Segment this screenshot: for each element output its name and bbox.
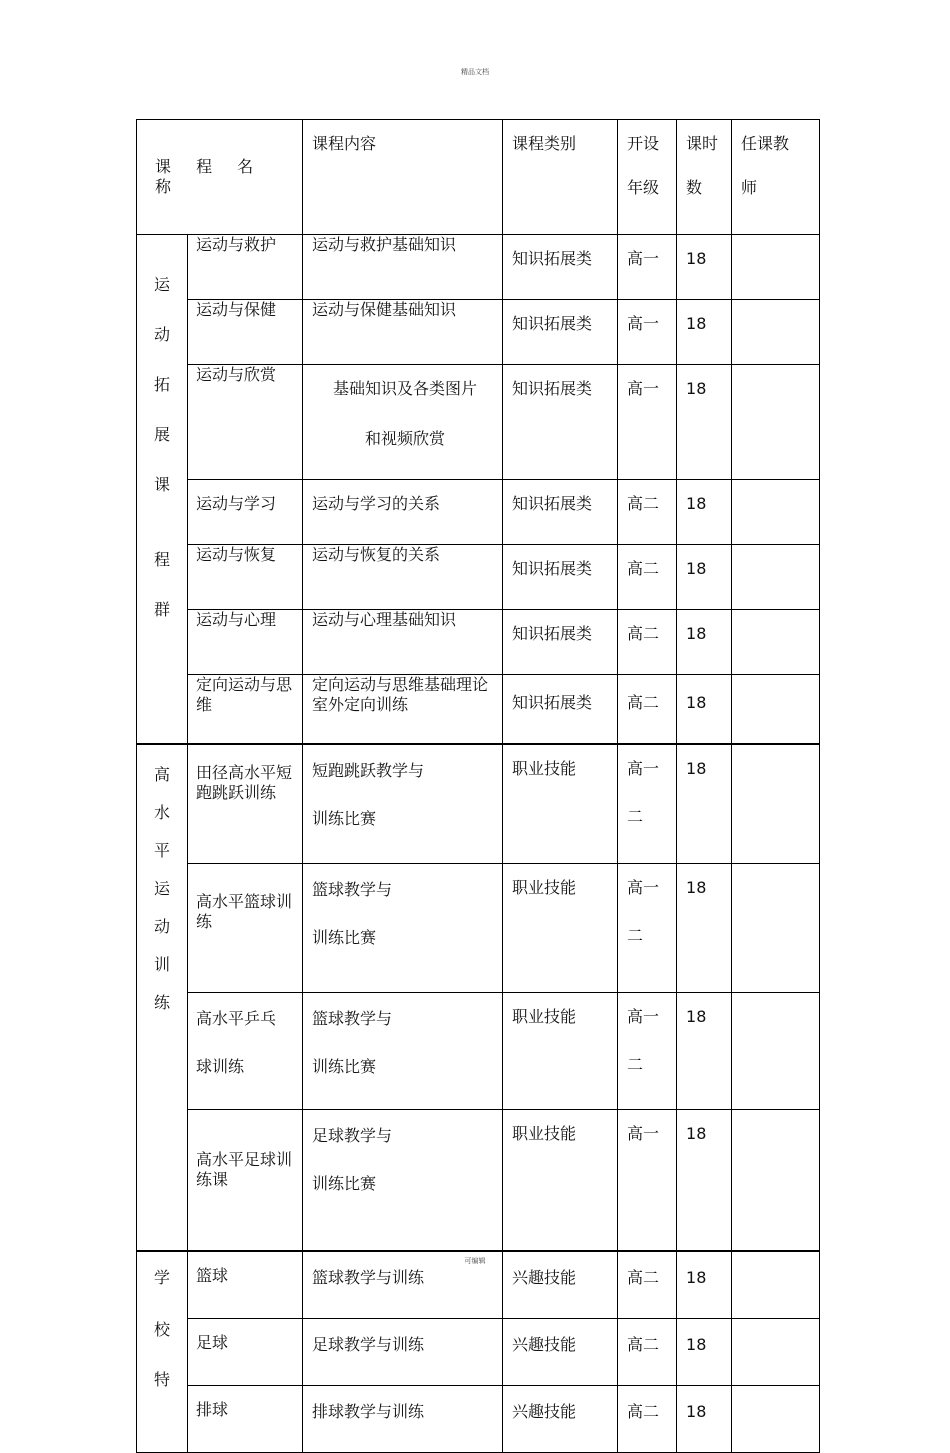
table-row — [137, 864, 820, 993]
course-name: 高水平乒乓 球训练 — [188, 993, 303, 1110]
course-teacher — [732, 1110, 820, 1252]
table-row — [137, 300, 820, 365]
course-hours: 18 — [677, 1251, 732, 1319]
course-hours: 18 — [677, 1319, 732, 1386]
course-grade: 高一 二 — [618, 993, 677, 1110]
course-category: 兴趣技能 — [503, 1251, 618, 1319]
header-hours: 课时 数 — [677, 120, 732, 235]
course-hours: 18 — [677, 300, 732, 365]
course-name: 运动与恢复 — [188, 545, 303, 610]
course-teacher — [732, 1319, 820, 1386]
course-hours: 18 — [677, 744, 732, 864]
course-content: 基础知识及各类图片 和视频欣赏 — [303, 365, 503, 480]
table-row — [137, 675, 820, 745]
course-grade: 高一 — [618, 1110, 677, 1252]
course-content: 排球教学与训练 — [303, 1386, 503, 1453]
course-name: 足球 — [188, 1319, 303, 1386]
course-name: 运动与学习 — [188, 480, 303, 545]
course-name: 高水平足球训练课 — [188, 1110, 303, 1252]
table-row — [137, 480, 820, 545]
course-grade: 高二 — [618, 480, 677, 545]
course-hours: 18 — [677, 235, 732, 300]
course-grade: 高二 — [618, 610, 677, 675]
course-content: 运动与恢复的关系 — [303, 545, 503, 610]
course-grade: 高一 二 — [618, 744, 677, 864]
course-hours: 18 — [677, 1110, 732, 1252]
course-name: 篮球 — [188, 1251, 303, 1319]
course-hours: 18 — [677, 675, 732, 745]
course-category: 知识拓展类 — [503, 610, 618, 675]
table-row — [137, 365, 820, 480]
course-hours: 18 — [677, 864, 732, 993]
course-teacher — [732, 610, 820, 675]
course-category: 知识拓展类 — [503, 365, 618, 480]
course-category: 职业技能 — [503, 744, 618, 864]
course-content: 足球教学与训练 — [303, 1319, 503, 1386]
course-name: 运动与心理 — [188, 610, 303, 675]
table-row — [137, 235, 820, 300]
group-label-high-level: 高 水 平 运 动 训 练 — [137, 744, 188, 1251]
table-row — [137, 1319, 820, 1386]
page-footer-note: 可编辑 — [464, 1257, 486, 1265]
course-grade: 高一 二 — [618, 864, 677, 993]
course-content: 运动与心理基础知识 — [303, 610, 503, 675]
course-grade: 高二 — [618, 675, 677, 745]
course-grade: 高二 — [618, 1251, 677, 1319]
course-hours: 18 — [677, 610, 732, 675]
course-content: 运动与学习的关系 — [303, 480, 503, 545]
course-category: 兴趣技能 — [503, 1386, 618, 1453]
course-content: 篮球教学与训练 — [303, 1251, 503, 1319]
header-course-name: 课 程 名 称 — [137, 120, 303, 235]
course-teacher — [732, 365, 820, 480]
course-name: 定向运动与思维 — [188, 675, 303, 745]
course-name: 高水平篮球训练 — [188, 864, 303, 993]
course-teacher — [732, 1386, 820, 1453]
table-row — [137, 545, 820, 610]
course-category: 知识拓展类 — [503, 545, 618, 610]
table-row — [137, 993, 820, 1110]
course-teacher — [732, 300, 820, 365]
course-grade: 高一 — [618, 365, 677, 480]
header-grade: 开设 年级 — [618, 120, 677, 235]
course-hours: 18 — [677, 993, 732, 1110]
course-grade: 高一 — [618, 300, 677, 365]
course-grade: 高一 — [618, 235, 677, 300]
table-row — [137, 744, 820, 864]
page-header-note: 精品文档 — [461, 68, 489, 76]
course-name: 运动与保健 — [188, 300, 303, 365]
course-category: 职业技能 — [503, 864, 618, 993]
course-category: 知识拓展类 — [503, 480, 618, 545]
course-hours: 18 — [677, 1386, 732, 1453]
table-row — [137, 1386, 820, 1453]
course-hours: 18 — [677, 365, 732, 480]
course-teacher — [732, 235, 820, 300]
header-row — [137, 120, 820, 235]
course-name: 运动与欣赏 — [188, 365, 303, 480]
course-teacher — [732, 864, 820, 993]
course-hours: 18 — [677, 480, 732, 545]
course-teacher — [732, 545, 820, 610]
course-category: 职业技能 — [503, 993, 618, 1110]
header-teacher: 任课教 师 — [732, 120, 820, 235]
course-table — [136, 119, 820, 1453]
course-content: 篮球教学与 训练比赛 — [303, 993, 503, 1110]
course-category: 知识拓展类 — [503, 300, 618, 365]
table-row — [137, 610, 820, 675]
course-teacher — [732, 675, 820, 745]
group-label-expansion: 运 动 拓 展 课 程 群 — [137, 235, 188, 745]
course-category: 职业技能 — [503, 1110, 618, 1252]
course-teacher — [732, 993, 820, 1110]
course-content: 足球教学与 训练比赛 — [303, 1110, 503, 1252]
course-content: 运动与救护基础知识 — [303, 235, 503, 300]
table-row — [137, 1110, 820, 1252]
group-label-school: 学 校 特 — [137, 1251, 188, 1453]
course-category: 知识拓展类 — [503, 235, 618, 300]
course-content: 定向运动与思维基础理论室外定向训练 — [303, 675, 503, 745]
course-grade: 高二 — [618, 1319, 677, 1386]
header-course-category: 课程类别 — [503, 120, 618, 235]
course-teacher — [732, 480, 820, 545]
course-content: 短跑跳跃教学与 训练比赛 — [303, 744, 503, 864]
course-grade: 高二 — [618, 1386, 677, 1453]
course-content: 运动与保健基础知识 — [303, 300, 503, 365]
course-name: 田径高水平短跑跳跃训练 — [188, 744, 303, 864]
course-name: 排球 — [188, 1386, 303, 1453]
course-category: 知识拓展类 — [503, 675, 618, 745]
course-teacher — [732, 744, 820, 864]
course-content: 篮球教学与 训练比赛 — [303, 864, 503, 993]
header-course-content: 课程内容 — [303, 120, 503, 235]
course-grade: 高二 — [618, 545, 677, 610]
course-hours: 18 — [677, 545, 732, 610]
course-name: 运动与救护 — [188, 235, 303, 300]
course-category: 兴趣技能 — [503, 1319, 618, 1386]
